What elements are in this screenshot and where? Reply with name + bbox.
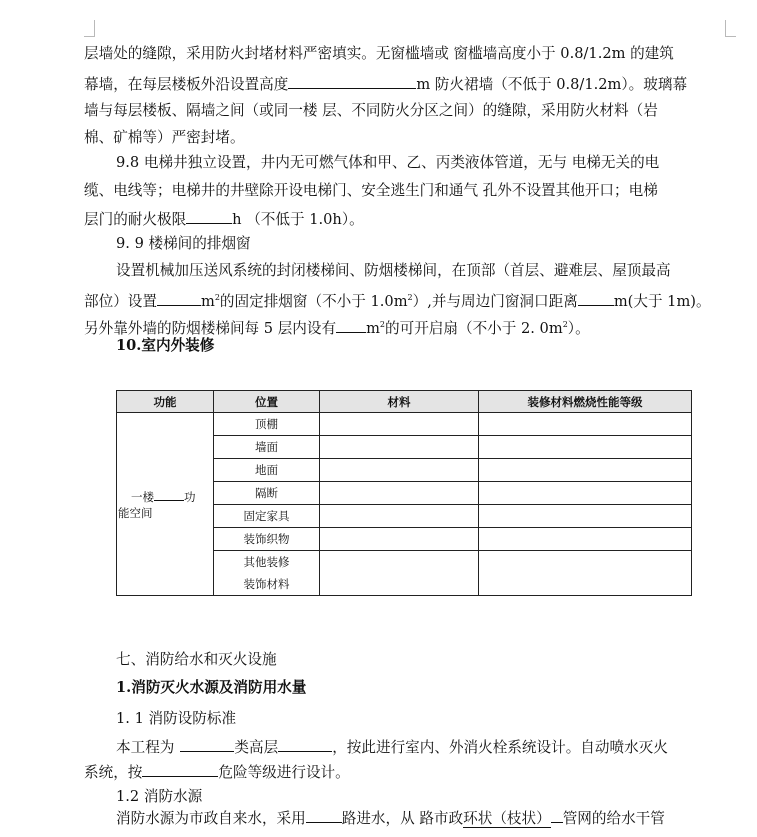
grade-cell[interactable]: [479, 505, 692, 528]
material-cell[interactable]: [320, 528, 479, 551]
grade-cell[interactable]: [479, 482, 692, 505]
decoration-table: [116, 390, 692, 596]
material-cell[interactable]: [320, 551, 479, 596]
blank-field[interactable]: [142, 761, 218, 777]
section-heading: 10.室内外装修: [116, 337, 215, 354]
table-row: [117, 413, 692, 436]
grade-cell[interactable]: [479, 436, 692, 459]
position-cell: 墙面: [214, 436, 320, 459]
material-cell[interactable]: [320, 482, 479, 505]
material-cell[interactable]: [320, 413, 479, 436]
subheading: 1. 1 消防设防标准: [116, 710, 237, 727]
table-header-row: [117, 391, 692, 413]
position-cell: 装饰织物: [214, 528, 320, 551]
blank-field[interactable]: [306, 807, 342, 823]
material-cell[interactable]: [320, 436, 479, 459]
function-cell: 一楼 功 能空间: [117, 413, 214, 596]
paragraph-line: 幕墙，在每层楼板外沿设置高度 m 防火裙墙（不低于 0.8/1.2m）。玻璃幕: [84, 73, 687, 95]
paragraph-line: 设置机械加压送风系统的封闭楼梯间、防烟楼梯间，在顶部（首层、避难层、屋顶最高: [116, 262, 671, 279]
section-heading: 1.消防灭火水源及消防用水量: [116, 679, 307, 696]
paragraph-line: 墙与每层楼板、隔墙之间（或同一楼 层、不同防火分区之间）的缝隙，采用防火材料（岩: [84, 102, 658, 119]
position-cell: 顶棚: [214, 413, 320, 436]
table-header: 位置: [214, 391, 320, 413]
material-cell[interactable]: [320, 505, 479, 528]
chapter-heading: 七、消防给水和灭火设施: [116, 651, 277, 668]
table-header: 功能: [117, 391, 214, 413]
blank-field[interactable]: [157, 290, 201, 306]
paragraph-line: 层墙处的缝隙，采用防火封堵材料严密填实。无窗槛墙或 窗槛墙高度小于 0.8/1.2m 的建筑: [84, 45, 674, 62]
paragraph-line: 9.8 电梯井独立设置，井内无可燃气体和甲、乙、丙类液体管道，无与 电梯无关的电: [116, 154, 660, 171]
grade-cell[interactable]: [479, 551, 692, 596]
blank-field[interactable]: [186, 208, 232, 224]
paragraph-line: 另外靠外墙的防烟楼梯间每 5 层内设有 $m^2$的可开启扇（不小于 2. $0m^2$）。: [84, 315, 590, 339]
paragraph-line: 棉、矿棉等）严密封堵。: [84, 129, 245, 146]
blank-field[interactable]: [180, 736, 234, 752]
blank-field[interactable]: [336, 317, 366, 333]
blank-field[interactable]: [278, 736, 332, 752]
table-header: 装修材料燃烧性能等级: [479, 391, 692, 413]
crop-mark-top-left: [84, 20, 95, 37]
paragraph-line: 缆、电线等；电梯井的井壁除开设电梯门、安全逃生门和通气 孔外不设置其他开口；电梯: [84, 182, 658, 199]
crop-mark-top-right: [725, 20, 736, 37]
paragraph-line: 部位）设置 $m^2$的固定排烟窗（不小于 $1.0m^2$）,并与周边门窗洞口距离 m(大于 1m)。: [84, 288, 711, 312]
paragraph-line: 系统，按 危险等级进行设计。: [84, 761, 350, 783]
blank-field[interactable]: [154, 488, 184, 501]
grade-cell[interactable]: [479, 413, 692, 436]
paragraph-line: 层门的耐火极限 h （不低于 1.0h）。: [84, 208, 364, 230]
blank-field[interactable]: [578, 290, 614, 306]
position-cell: 隔断: [214, 482, 320, 505]
position-cell: 固定家具: [214, 505, 320, 528]
grade-cell[interactable]: [479, 459, 692, 482]
blank-field[interactable]: [551, 807, 563, 823]
position-cell: 其他装修 装饰材料: [214, 551, 320, 596]
subheading: 1.2 消防水源: [116, 788, 203, 805]
blank-field[interactable]: [288, 73, 416, 89]
subheading: 9. 9 楼梯间的排烟窗: [116, 235, 251, 252]
paragraph-line: 消防水源为市政自来水，采用 路进水，从 路市政环状（枝状） 管网的给水干管: [116, 807, 665, 829]
position-cell: 地面: [214, 459, 320, 482]
paragraph-line: 本工程为 类高层 ，按此进行室内、外消火栓系统设计。自动喷水灭火: [116, 736, 668, 758]
grade-cell[interactable]: [479, 528, 692, 551]
table-header: 材料: [320, 391, 479, 413]
material-cell[interactable]: [320, 459, 479, 482]
